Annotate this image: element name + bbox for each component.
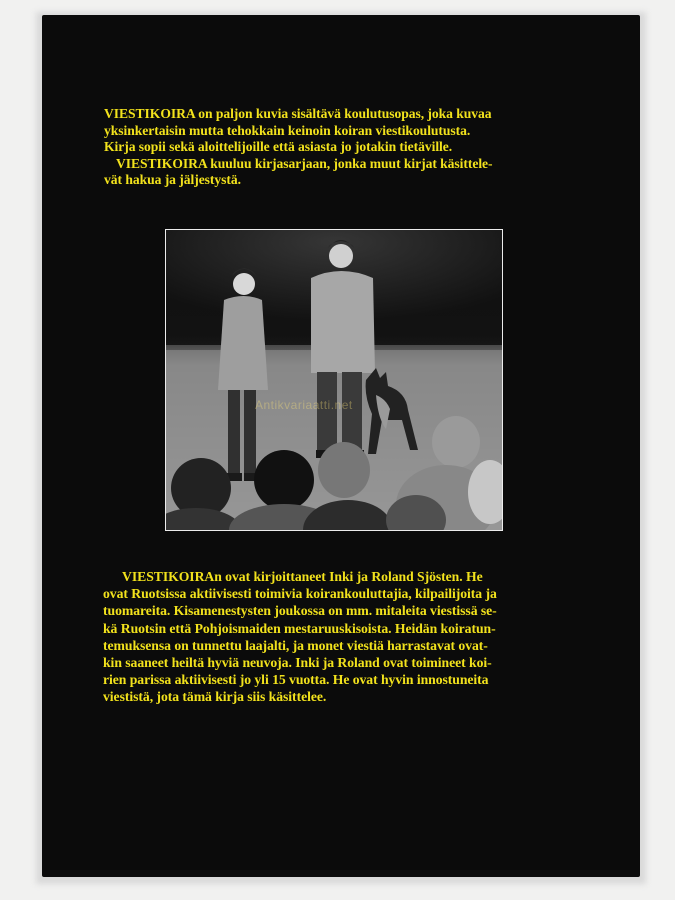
top-description xyxy=(104,106,493,189)
author-description xyxy=(103,568,497,706)
watermark-text: Antikvariaatti.net xyxy=(255,398,353,412)
top-line: VIESTIKOIRA on paljon kuvia sisältävä koulutusopas, joka kuvaa xyxy=(104,106,492,121)
cover-photo-frame xyxy=(165,229,503,531)
top-line: vät hakua ja jäljestystä. xyxy=(104,172,241,188)
bottom-line: VIESTIKOIRAn ovat kirjoittaneet Inki ja Roland Sjösten. He xyxy=(122,569,483,584)
top-line: yksinkertaisin mutta tehokkain keinoin koiran viestikoulutusta. xyxy=(104,122,471,138)
cover-photo xyxy=(166,230,502,530)
bottom-line: rien parissa aktiivisesti jo yli 15 vuotta. He ovat hyvin innostuneita xyxy=(103,672,489,688)
top-line: VIESTIKOIRA kuuluu kirjasarjaan, jonka muut kirjat käsittele- xyxy=(116,155,493,171)
bottom-line: temuksensa on tunnettu laajalti, ja monet viestiä harrastavat ovat- xyxy=(103,637,488,653)
bottom-line: viestistä, jota tämä kirja siis käsittelee. xyxy=(103,689,327,705)
bottom-line: kä Ruotsin että Pohjoismaiden mestaruuskisoista. Heidän koiratun- xyxy=(103,620,496,636)
top-line: Kirja sopii sekä aloittelijoille että asiasta jo jotakin tietäville. xyxy=(104,139,453,155)
bottom-line: ovat Ruotsissa aktiivisesti toimivia koirankouluttajia, kilpailijoita ja xyxy=(103,586,497,602)
bottom-line: tuomareita. Kisamenestysten joukossa on mm. mitaleita viestissä se- xyxy=(103,603,497,619)
bottom-line: kin saaneet heiltä hyviä neuvoja. Inki ja Roland ovat toimineet koi- xyxy=(103,655,492,671)
